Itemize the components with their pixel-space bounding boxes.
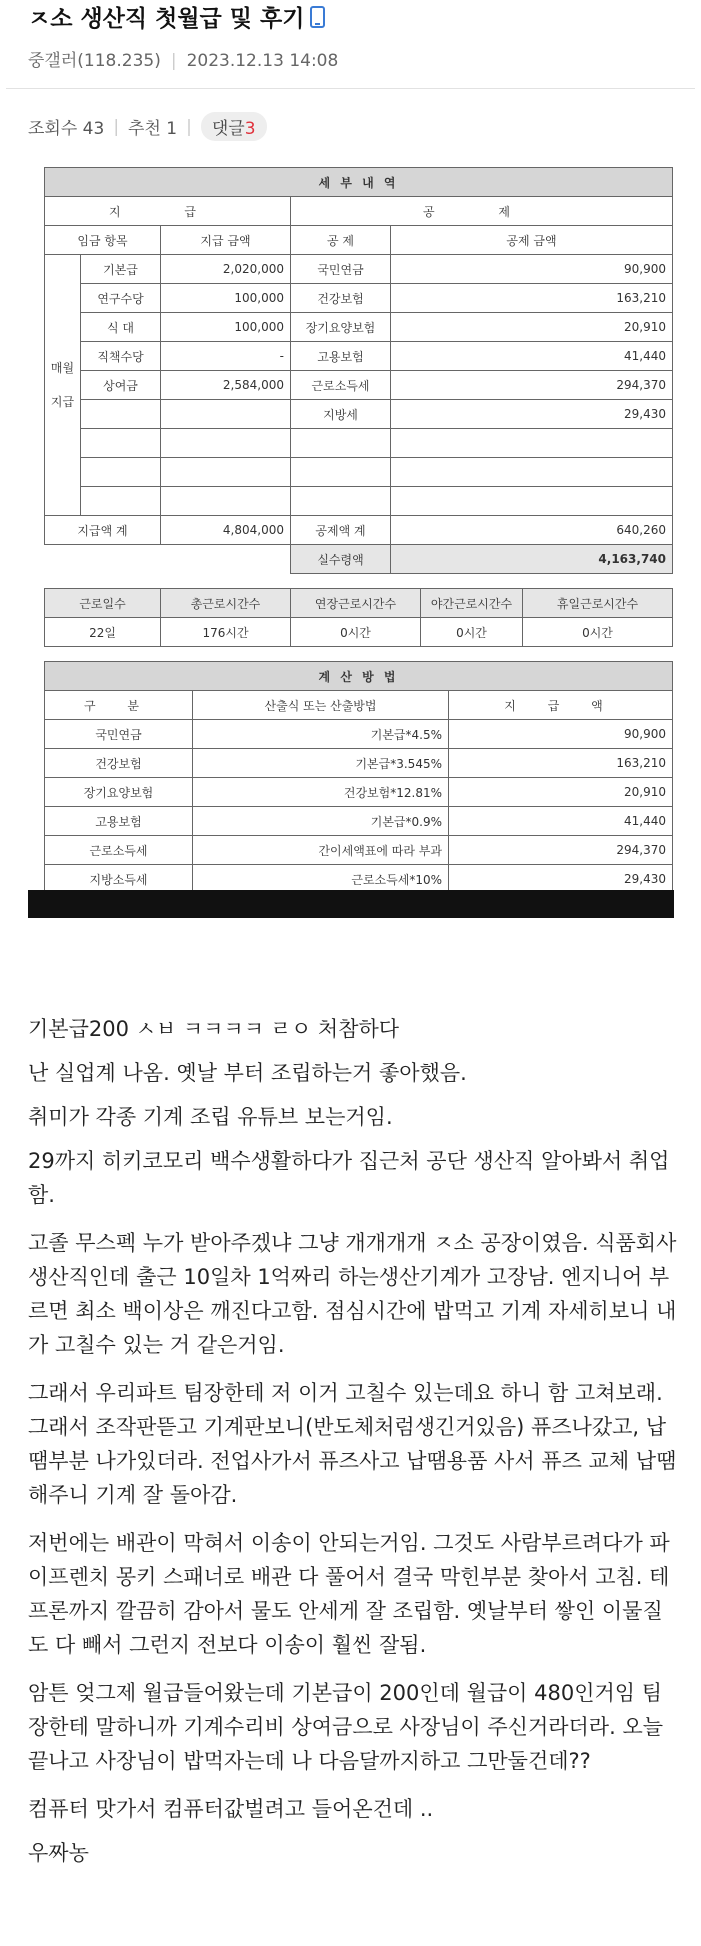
calc-name: 국민연금 — [45, 720, 193, 749]
pay-item: 기본급 — [81, 255, 161, 284]
calc-formula: 간이세액표에 따라 부과 — [193, 836, 449, 865]
hours-header: 총근로시간수 — [161, 589, 291, 618]
total-pay-label: 지급액 계 — [45, 516, 161, 545]
post-title-text: ㅈ소 생산직 첫월급 및 후기 — [28, 6, 305, 32]
body-paragraph: 기본급200 ㅅㅂ ㅋㅋㅋㅋ ㄹㅇ 처참하다 — [28, 1017, 400, 1041]
table-row — [45, 400, 673, 429]
pay-section-header: 지 급 — [45, 197, 291, 226]
table-row — [45, 458, 673, 487]
header-divider — [6, 88, 695, 89]
spacer — [45, 574, 673, 589]
body-paragraph: 고졸 무스펙 누가 받아주겠냐 그냥 개개개개 ㅈ소 공장이였음. 식품회사 생산직인데 출근 10일차 1억짜리 하는생산기계가 고장남. 엔지니어 부르면 최소 백이상은 깨진다고함. 점심시간에 밥먹고 기계 자세히보니 내가 고칠수 있는 거 같은거임. — [28, 1231, 677, 1357]
deduct-amount — [391, 429, 673, 458]
calc-col-header: 지 급 액 — [449, 691, 673, 720]
table-row — [45, 778, 673, 807]
post-date: 2023.12.13 14:08 — [186, 51, 339, 71]
calc-formula: 근로소득세*10% — [193, 865, 449, 894]
pay-item — [81, 487, 161, 516]
pay-amount: 100,000 — [161, 284, 291, 313]
deduct-item — [291, 487, 391, 516]
body-paragraph: 우짜농 — [28, 1841, 89, 1865]
deduct-item: 건강보험 — [291, 284, 391, 313]
body-paragraph: 저번에는 배관이 막혀서 이송이 안되는거임. 그것도 사람부르려다가 파이프렌치 몽키 스패너로 배관 다 풀어서 결국 막힌부분 찾아서 고침. 테프론까지 깔끔히 감아서 물도 안세게 잘 조립함. 옛날부터 쌓인 이물질도 다 빼서 그런지 전보다 이송이 훨씬 잘됨. — [28, 1531, 670, 1657]
deduct-amount — [391, 487, 673, 516]
stats-separator: | — [186, 116, 192, 137]
table-row — [45, 342, 673, 371]
hours-value: 176시간 — [161, 618, 291, 647]
pay-item: 식 대 — [81, 313, 161, 342]
col-item-header: 임금 항목 — [45, 226, 161, 255]
calc-col-header: 산출식 또는 산출방법 — [193, 691, 449, 720]
body-paragraph: 암튼 엊그제 월급들어왔는데 기본급이 200인데 월급이 480인거임 팀장한테 말하니까 기계수리비 상여금으로 사장님이 주신거라더라. 오늘 끝나고 사장님이 밥먹자는데 나 다음달까지하고 그만둘건데?? — [28, 1681, 664, 1773]
calc-name: 고용보험 — [45, 807, 193, 836]
deduct-item: 지방세 — [291, 400, 391, 429]
blank-cell — [45, 545, 291, 574]
table-row — [45, 313, 673, 342]
calc-formula: 기본급*4.5% — [193, 720, 449, 749]
pay-item — [81, 458, 161, 487]
calc-amount: 294,370 — [449, 836, 673, 865]
deduct-item: 장기요양보험 — [291, 313, 391, 342]
pay-amount — [161, 487, 291, 516]
deduct-amount: 20,910 — [391, 313, 673, 342]
table-row — [45, 749, 673, 778]
deduct-amount: 90,900 — [391, 255, 673, 284]
col-deduct-header: 공 제 — [291, 226, 391, 255]
comment-label: 댓글 — [211, 119, 245, 139]
pay-item: 직책수당 — [81, 342, 161, 371]
net-pay-amount: 4,163,740 — [391, 545, 673, 574]
deduct-amount: 41,440 — [391, 342, 673, 371]
hours-value: 0시간 — [291, 618, 421, 647]
total-deduct: 640,260 — [391, 516, 673, 545]
body-paragraph: 컴퓨터 맛가서 컴퓨터값벌려고 들어온건데 .. — [28, 1797, 434, 1821]
hours-header: 근로일수 — [45, 589, 161, 618]
table-row — [45, 836, 673, 865]
calc-formula: 기본급*3.545% — [193, 749, 449, 778]
pay-amount — [161, 400, 291, 429]
post-body — [28, 1012, 678, 1880]
comment-count: 3 — [244, 119, 256, 139]
deduct-amount: 163,210 — [391, 284, 673, 313]
calc-formula: 건강보험*12.81% — [193, 778, 449, 807]
calc-title: 계 산 방 법 — [45, 662, 673, 691]
calc-name: 건강보험 — [45, 749, 193, 778]
meta-separator: | — [170, 51, 177, 71]
col-pay-amount-header: 지급 금액 — [161, 226, 291, 255]
hours-value: 0시간 — [421, 618, 523, 647]
calc-col-header: 구 분 — [45, 691, 193, 720]
table-row — [45, 487, 673, 516]
pay-item — [81, 429, 161, 458]
hours-value: 22일 — [45, 618, 161, 647]
payslip-image — [44, 167, 672, 890]
group-label: 매월 — [50, 361, 75, 375]
group-label: 지급 — [50, 395, 75, 409]
author-name[interactable]: 중갤러(118.235) — [28, 51, 161, 71]
payslip-table — [44, 167, 673, 588]
pay-amount: 2,020,000 — [161, 255, 291, 284]
view-count: 조회수 43 — [28, 119, 105, 139]
table-row — [45, 371, 673, 400]
work-hours-table — [44, 588, 673, 661]
deduct-amount: 294,370 — [391, 371, 673, 400]
hours-header: 연장근로시간수 — [291, 589, 421, 618]
deduct-item — [291, 458, 391, 487]
deduct-item: 고용보험 — [291, 342, 391, 371]
table-row — [45, 429, 673, 458]
mobile-icon — [310, 6, 325, 28]
calc-amount: 20,910 — [449, 778, 673, 807]
deduct-item: 국민연금 — [291, 255, 391, 284]
post-title — [28, 0, 325, 33]
hours-value: 0시간 — [523, 618, 673, 647]
body-paragraph: 29까지 히키코모리 백수생활하다가 집근처 공단 생산직 알아봐서 취업함. — [28, 1149, 670, 1207]
hours-header: 휴일근로시간수 — [523, 589, 673, 618]
pay-amount: 2,584,000 — [161, 371, 291, 400]
pay-item — [81, 400, 161, 429]
net-pay-label: 실수령액 — [291, 545, 391, 574]
redaction-bar — [28, 890, 674, 918]
total-pay: 4,804,000 — [161, 516, 291, 545]
deduct-section-header: 공 제 — [291, 197, 673, 226]
deduct-amount — [391, 458, 673, 487]
like-count: 추천 1 — [128, 119, 178, 139]
body-paragraph: 취미가 각종 기계 조립 유튜브 보는거임. — [28, 1105, 393, 1129]
calculation-table — [44, 661, 673, 894]
deduct-item: 근로소득세 — [291, 371, 391, 400]
pay-amount — [161, 458, 291, 487]
col-deduct-amount-header: 공제 금액 — [391, 226, 673, 255]
table-row — [45, 807, 673, 836]
pay-amount — [161, 429, 291, 458]
calc-formula: 기본급*0.9% — [193, 807, 449, 836]
deduct-item — [291, 429, 391, 458]
comment-count-button[interactable] — [201, 112, 267, 141]
hours-header: 야간근로시간수 — [421, 589, 523, 618]
table-row — [45, 255, 673, 284]
body-paragraph: 그래서 우리파트 팀장한테 저 이거 고칠수 있는데요 하니 함 고쳐보래. 그래서 조작판뜯고 기계판보니(반도체처럼생긴거있음) 퓨즈나갔고, 납땜부분 나가있더라. 전업사가서 퓨즈사고 납땜용품 사서 퓨즈 교체 납땜해주니 기계 잘 돌아감. — [28, 1381, 677, 1507]
calc-name: 장기요양보험 — [45, 778, 193, 807]
calc-amount: 90,900 — [449, 720, 673, 749]
pay-amount: - — [161, 342, 291, 371]
monthly-pay-group — [45, 255, 81, 516]
table-row — [45, 284, 673, 313]
post-stats — [28, 112, 267, 141]
body-paragraph: 난 실업계 나옴. 옛날 부터 조립하는거 좋아했음. — [28, 1061, 467, 1085]
stats-separator: | — [113, 116, 120, 137]
total-deduct-label: 공제액 계 — [291, 516, 391, 545]
calc-amount: 163,210 — [449, 749, 673, 778]
calc-name: 지방소득세 — [45, 865, 193, 894]
deduct-amount: 29,430 — [391, 400, 673, 429]
calc-amount: 41,440 — [449, 807, 673, 836]
post-meta — [28, 46, 338, 71]
calc-amount: 29,430 — [449, 865, 673, 894]
spacer — [45, 647, 673, 662]
calc-name: 근로소득세 — [45, 836, 193, 865]
post-header — [0, 0, 701, 139]
pay-amount: 100,000 — [161, 313, 291, 342]
pay-item: 연구수당 — [81, 284, 161, 313]
pay-item: 상여금 — [81, 371, 161, 400]
payslip-title: 세 부 내 역 — [45, 168, 673, 197]
table-row — [45, 720, 673, 749]
